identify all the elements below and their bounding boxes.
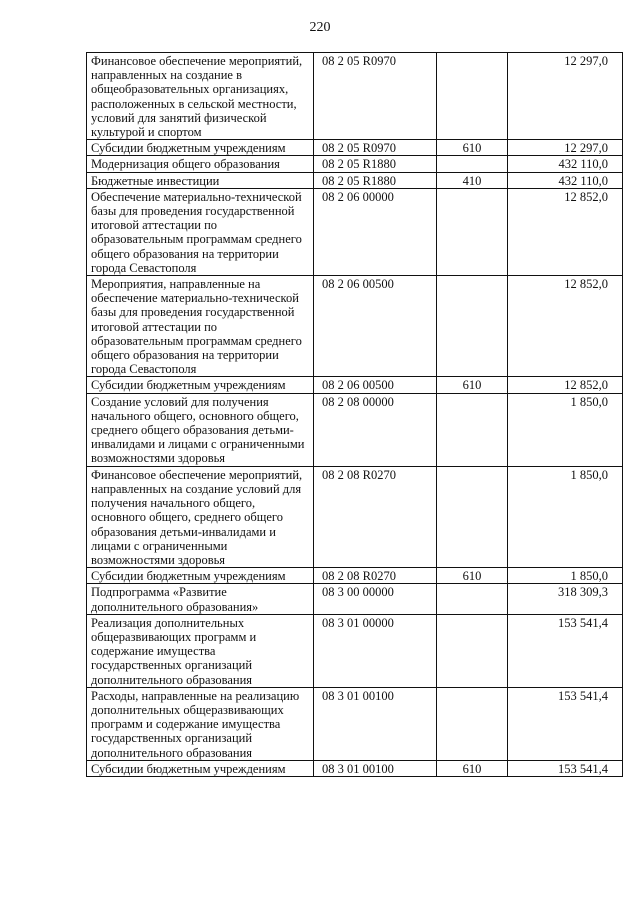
table-row [87, 188, 623, 275]
row-type: 610 [437, 568, 508, 584]
row-name: Реализация дополнительных общеразвивающих программ и содержание имущества государственных организаций дополнительного образования [87, 614, 314, 687]
table-row [87, 568, 623, 584]
row-name: Финансовое обеспечение мероприятий, направленных на создание в общеобразовательных организациях, расположенных в сельской местности, условий для занятий физической культурой и спортом [87, 53, 314, 140]
row-type: 610 [437, 140, 508, 156]
row-name: Бюджетные инвестиции [87, 172, 314, 188]
row-type [437, 687, 508, 760]
row-type [437, 393, 508, 466]
table-row [87, 614, 623, 687]
row-code: 08 2 06 00500 [314, 276, 437, 377]
table-row [87, 466, 623, 567]
row-code: 08 2 06 00500 [314, 377, 437, 393]
table-row [87, 172, 623, 188]
table-row [87, 687, 623, 760]
row-code: 08 2 08 00000 [314, 393, 437, 466]
row-code: 08 3 01 00000 [314, 614, 437, 687]
row-name: Субсидии бюджетным учреждениям [87, 140, 314, 156]
table-row [87, 393, 623, 466]
table-row [87, 140, 623, 156]
row-amount: 432 110,0 [508, 172, 623, 188]
row-amount: 318 309,3 [508, 584, 623, 614]
row-name: Обеспечение материально-технической базы для проведения государственной итоговой аттестации по образовательным программам среднего общего образования на территории города Севастополя [87, 188, 314, 275]
row-type: 610 [437, 377, 508, 393]
row-code: 08 2 08 R0270 [314, 568, 437, 584]
row-amount: 1 850,0 [508, 393, 623, 466]
row-amount: 12 297,0 [508, 140, 623, 156]
row-code: 08 2 05 R0970 [314, 140, 437, 156]
row-type: 410 [437, 172, 508, 188]
table-row [87, 584, 623, 614]
row-code: 08 2 06 00000 [314, 188, 437, 275]
row-name: Субсидии бюджетным учреждениям [87, 568, 314, 584]
row-type [437, 276, 508, 377]
row-code: 08 3 01 00100 [314, 760, 437, 776]
row-name: Субсидии бюджетным учреждениям [87, 760, 314, 776]
table-row [87, 156, 623, 172]
row-code: 08 2 05 R1880 [314, 172, 437, 188]
table-row [87, 760, 623, 776]
row-amount: 153 541,4 [508, 760, 623, 776]
row-amount: 1 850,0 [508, 466, 623, 567]
row-amount: 12 852,0 [508, 276, 623, 377]
row-type [437, 156, 508, 172]
row-amount: 153 541,4 [508, 614, 623, 687]
table-row [87, 377, 623, 393]
row-amount: 1 850,0 [508, 568, 623, 584]
row-name: Расходы, направленные на реализацию дополнительных общеразвивающих программ и содержание имущества государственных организаций дополнительного образования [87, 687, 314, 760]
row-type [437, 53, 508, 140]
row-code: 08 3 00 00000 [314, 584, 437, 614]
row-amount: 12 297,0 [508, 53, 623, 140]
row-name: Подпрограмма «Развитие дополнительного образования» [87, 584, 314, 614]
row-type [437, 466, 508, 567]
row-code: 08 2 08 R0270 [314, 466, 437, 567]
row-name: Создание условий для получения начального общего, основного общего, среднего общего образования детьми-инвалидами и лицами с ограниченными возможностями здоровья [87, 393, 314, 466]
row-amount: 432 110,0 [508, 156, 623, 172]
budget-table [86, 52, 623, 777]
page-number: 220 [309, 20, 331, 35]
row-type [437, 614, 508, 687]
row-type [437, 188, 508, 275]
row-amount: 12 852,0 [508, 377, 623, 393]
table-row [87, 276, 623, 377]
row-code: 08 2 05 R1880 [314, 156, 437, 172]
row-name: Мероприятия, направленные на обеспечение материально-технической базы для проведения государственной итоговой аттестации по образовательным программам среднего общего образования на территории города Севастополя [87, 276, 314, 377]
table-row [87, 53, 623, 140]
row-code: 08 3 01 00100 [314, 687, 437, 760]
row-name: Модернизация общего образования [87, 156, 314, 172]
row-type [437, 584, 508, 614]
row-name: Субсидии бюджетным учреждениям [87, 377, 314, 393]
row-amount: 12 852,0 [508, 188, 623, 275]
row-amount: 153 541,4 [508, 687, 623, 760]
row-name: Финансовое обеспечение мероприятий, направленных на создание условий для получения начального общего, основного общего, среднего общего образования детьми-инвалидами и лицами с ограниченными возможностями здоровья [87, 466, 314, 567]
row-code: 08 2 05 R0970 [314, 53, 437, 140]
row-type: 610 [437, 760, 508, 776]
